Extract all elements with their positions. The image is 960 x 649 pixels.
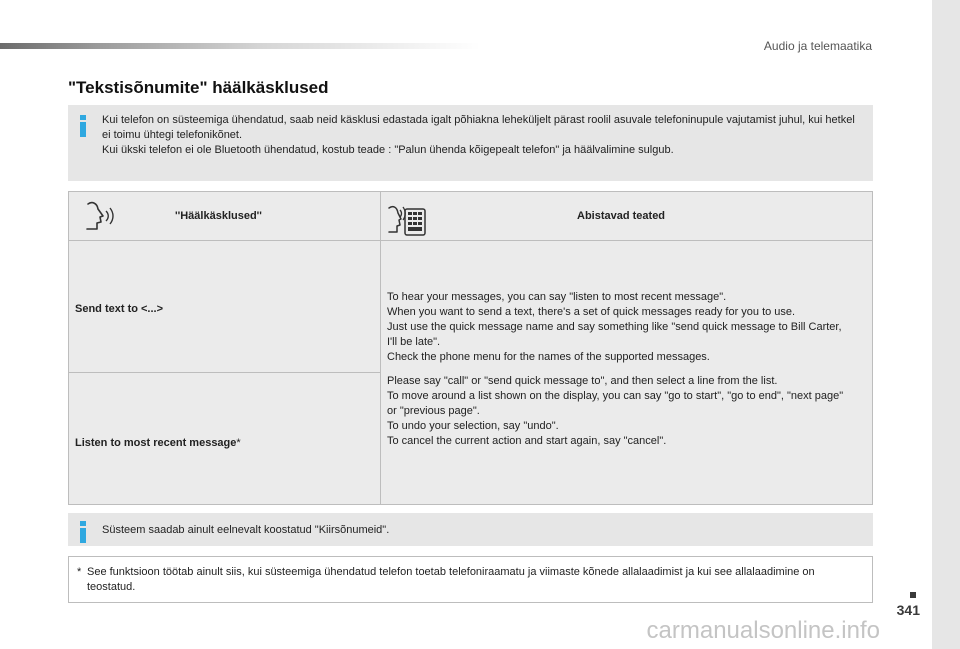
footnote-text: See funktsioon töötab ainult siis, kui süsteemiga ühendatud telefon toetab telefoniraamatu ja viimaste kõnede allalaadimist ja kui see allalaadimine on teostatud.: [87, 566, 815, 593]
info-box-connection: [68, 105, 873, 181]
header-gradient-bar: [0, 43, 480, 49]
info-icon: [80, 115, 86, 137]
command-listen-recent: Listen to most recent message*: [75, 437, 241, 449]
table-row-command-listen: [69, 373, 381, 504]
table-header-messages: [381, 192, 872, 241]
page-marker: [910, 592, 916, 598]
watermark: carmanualsonline.info: [646, 617, 880, 644]
speaking-head-screen-icon: [387, 198, 427, 243]
table-cell-responses: [381, 241, 872, 504]
info-box-quick-messages: [68, 513, 873, 546]
header-voice-commands: ''Häälkäsklused'': [175, 210, 262, 222]
info-text-quick-messages: Süsteem saadab ainult eelnevalt koostatud "Kiirsõnumeid".: [102, 524, 390, 536]
section-title: Audio ja telemaatika: [763, 39, 872, 53]
response-paragraph-1: To hear your messages, you can say "listen to most recent message". When you want to send a text, there's a set of quick messages ready for you to use. Just use the quick message name and say something like "send quick message to Bill Carter, I'll be late". Check the phone menu for the names of the supported messages.: [387, 291, 842, 363]
table-header-commands: [69, 192, 381, 241]
footnote: [68, 556, 873, 603]
command-send-text: Send text to <...>: [75, 303, 164, 315]
info-line-2: Kui ükski telefon ei ole Bluetooth ühendatud, kostub teade : "Palun ühenda kõigepealt telefon" ja häälvalimine sulgub.: [102, 144, 674, 156]
info-line-1: Kui telefon on süsteemiga ühendatud, saab neid käsklusi edastada igalt põhiakna leheküljelt pärast roolil asuvale telefoninupule vajutamist juhul, kui hetkel ei toimu ühtegi telefonikõnet.: [102, 114, 855, 141]
header-help-messages: Abistavad teated: [577, 210, 666, 222]
footnote-marker: *: [77, 566, 82, 578]
table-row-command-send: [69, 241, 381, 373]
page-number: 341: [896, 602, 920, 618]
speaking-head-icon: [83, 198, 117, 239]
info-icon: [80, 521, 86, 543]
page-edge-strip: [932, 0, 960, 649]
page-title: "Tekstisõnumite" häälkäsklused: [68, 78, 329, 97]
response-text: [387, 290, 852, 458]
info-text: [102, 113, 855, 158]
response-paragraph-2: Please say "call" or "send quick message to", and then select a line from the list. To move around a list shown on the display, you can say "go to start", "go to end", "next page" or "previous page". To undo your selection, say "undo". To cancel the current action and start again, say "cancel".: [387, 375, 844, 447]
voice-command-table: [68, 191, 873, 505]
